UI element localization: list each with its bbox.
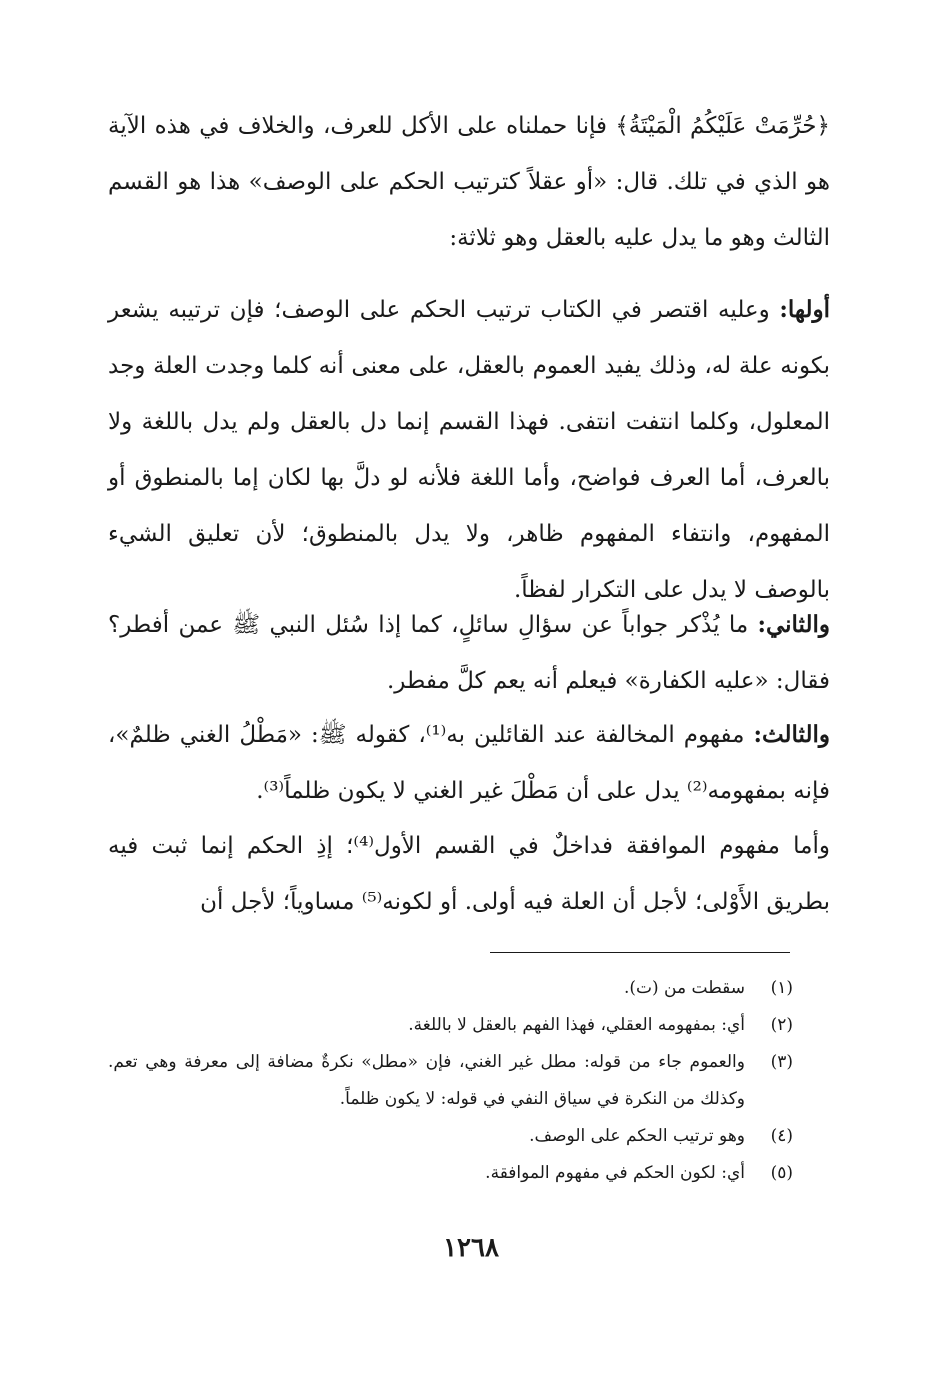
footnote-5 xyxy=(108,1155,793,1192)
footnote-text: أي: بمفهومه العقلي، فهذا الفهم بالعقل لا باللغة. xyxy=(408,1015,745,1035)
paragraph-3-text: ما يُذْكر جواباً عن سؤالِ سائلٍ، كما إذا سُئل النبي ﷺ عمن أفطر؟ فقال: «عليه الكفارة» فيعلم أنه يعم كلَّ مفطر. xyxy=(108,612,830,694)
page-number: ١٢٦٨ xyxy=(443,1233,499,1263)
footnote-number: (٤) xyxy=(770,1126,793,1146)
paragraph-4-lead: والثالث: xyxy=(753,721,830,748)
footnote-4 xyxy=(108,1118,793,1155)
footnote-number: (٢) xyxy=(770,1015,793,1035)
footnote-text: والعموم جاء من قوله: مطل غير الغني، فإن «مطل» نكرةٌ مضافة إلى معرفة وهي تعم. وكذلك من النكرة في سياق النفي في قوله: لا يكون ظلماً. xyxy=(108,1052,745,1109)
paragraph-1: ﴿حُرِّمَتْ عَلَيْكُمُ الْمَيْتَةُ﴾ فإنا حملناه على الأكل للعرف، والخلاف في هذه الآية هو الذي في تلك. قال: «أو عقلاً كترتيب الحكم على الوصف» هذا هو القسم الثالث وهو ما يدل عليه بالعقل وهو ثلاثة: xyxy=(108,113,830,251)
footnote-text: أي: لكون الحكم في مفهوم الموافقة. xyxy=(485,1163,745,1183)
paragraph-3-lead: والثاني: xyxy=(757,611,830,638)
paragraph-2-lead: أولها: xyxy=(779,296,830,323)
footnote-2 xyxy=(108,1007,793,1044)
paragraph-5: وأما مفهوم الموافقة فداخلٌ في القسم الأول⁽⁴⁾؛ إذِ الحكم إنما ثبت فيه بطريق الأَوْلى؛ لأجل أن العلة فيه أولى. أو لكونه⁽⁵⁾ مساوياً؛ لأجل أن xyxy=(108,833,830,915)
footnote-divider xyxy=(490,952,790,953)
paragraph-3 xyxy=(108,597,830,709)
paragraph-4 xyxy=(108,707,830,819)
footnote-number: (٣) xyxy=(770,1052,793,1072)
paragraph-4-text: مفهوم المخالفة عند القائلين به⁽¹⁾، كقوله ﷺ: «مَطْلُ الغني ظلمٌ»، فإنه بمفهومه⁽²⁾ يدل على أن مَطْلَ غير الغني لا يكون ظلماً⁽³⁾. xyxy=(108,722,830,804)
footnote-number: (١) xyxy=(770,978,793,998)
footnote-3 xyxy=(108,1044,793,1118)
footnote-text: سقطت من (ت). xyxy=(623,978,745,998)
paragraph-2-text: وعليه اقتصر في الكتاب ترتيب الحكم على الوصف؛ فإن ترتيبه يشعر بكونه علة له، وذلك يفيد العموم بالعقل، على معنى أنه كلما وجدت العلة وجد المعلول، وكلما انتفت انتفى. فهذا القسم إنما دل بالعقل ولم يدل باللغة ولا بالعرف، أما العرف فواضح، وأما اللغة فلأنه لو دلَّ بها لكان إما بالمنطوق أو المفهوم، وانتفاء المفهوم ظاهر، ولا يدل بالمنطوق؛ لأن تعليق الشيء بالوصف لا يدل على التكرار لفظاً. xyxy=(108,297,830,603)
footnotes-list xyxy=(108,970,793,1192)
paragraph-2 xyxy=(108,282,830,618)
footnote-1 xyxy=(108,970,793,1007)
footnote-number: (٥) xyxy=(770,1163,793,1183)
footnote-text: وهو ترتيب الحكم على الوصف. xyxy=(529,1126,745,1146)
